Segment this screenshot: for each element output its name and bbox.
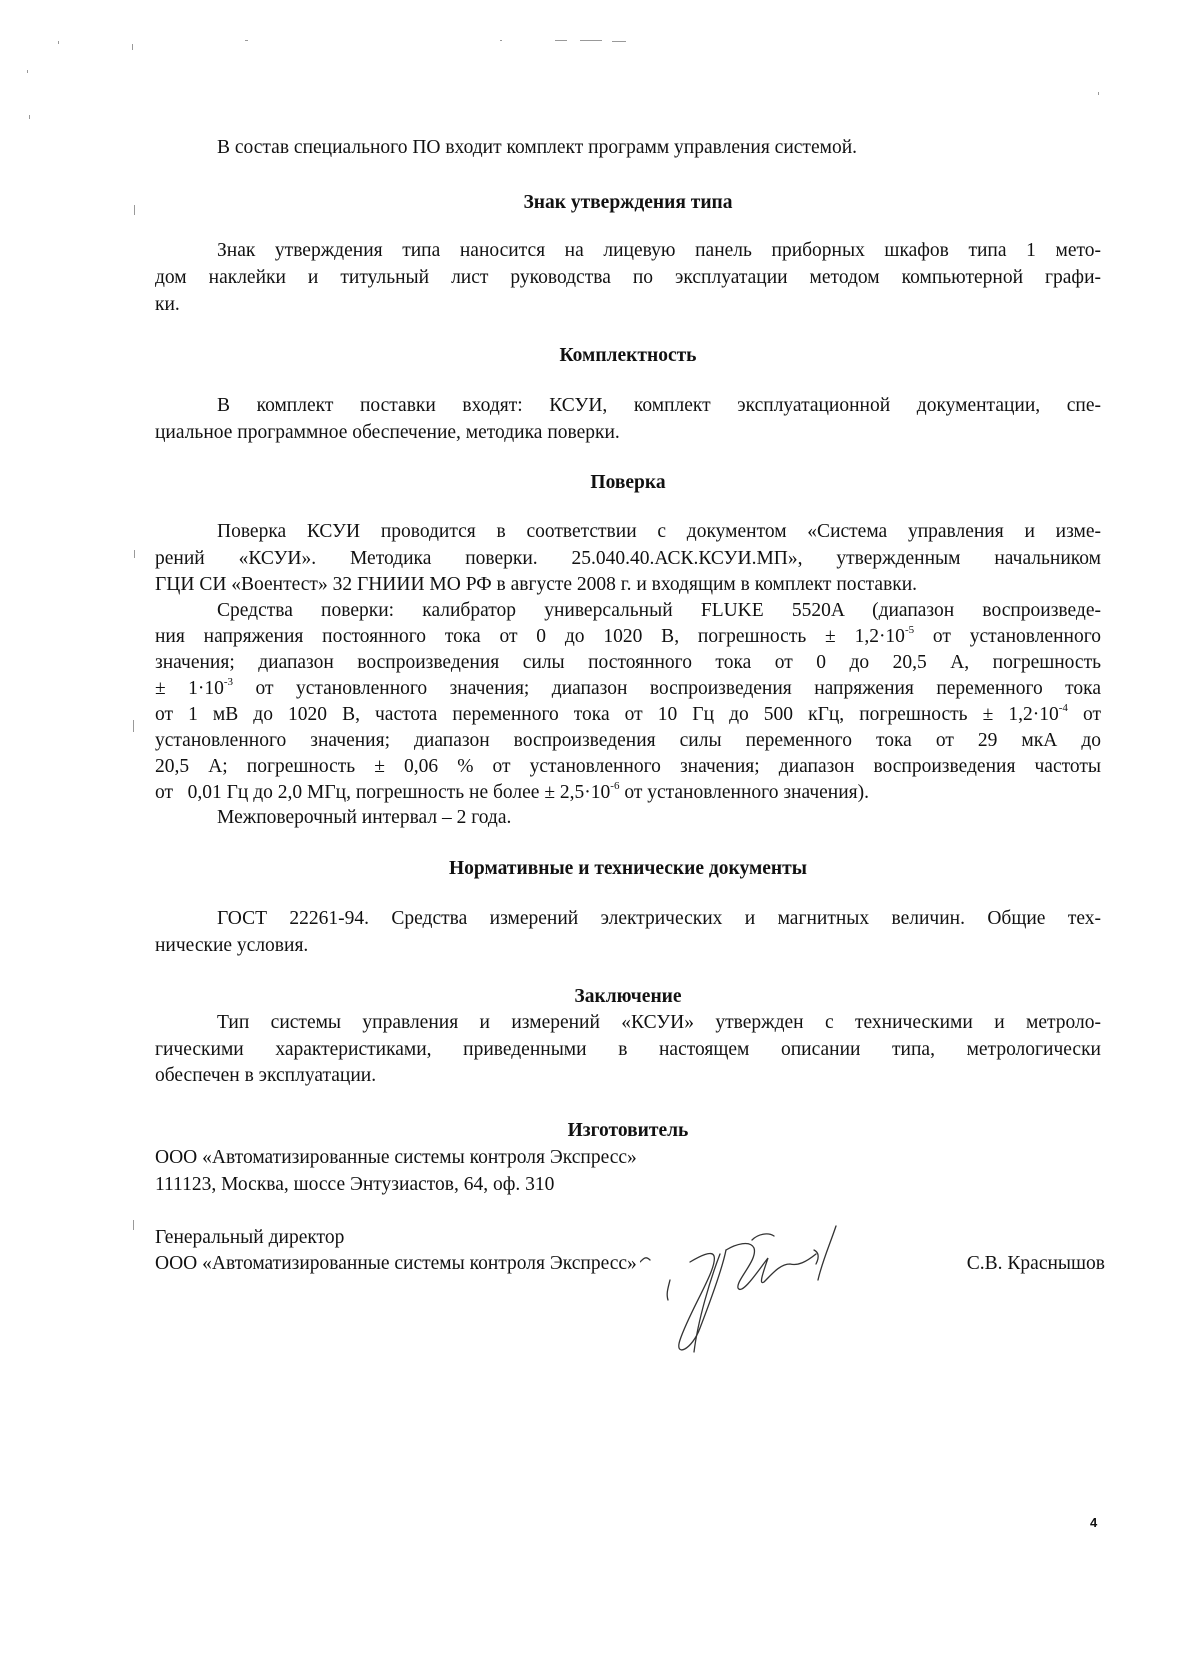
exponent: -5	[904, 623, 915, 636]
paragraph-line: Средства поверки: калибратор универсальный FLUKE 5520A (диапазон воспроизведе-	[217, 600, 1101, 621]
intro-text: В состав специального ПО входит комплект программ управления системой.	[217, 137, 858, 158]
section-heading-approval-mark: Знак утверждения типа	[523, 192, 733, 213]
paragraph-line: Знак утверждения типа наносится на лицевую панель приборных шкафов типа 1 мето-	[217, 240, 1101, 261]
exponent: -3	[223, 675, 234, 688]
signatory-name: С.В. Краснышов	[966, 1253, 1105, 1274]
exponent: -6	[610, 779, 620, 792]
manufacturer-address: 111123, Москва, шоссе Энтузиастов, 64, оф. 310	[155, 1174, 555, 1195]
section-heading-manufacturer: Изготовитель	[567, 1120, 689, 1141]
signatory-company: ООО «Автоматизированные системы контроля Экспресс»	[155, 1253, 637, 1274]
text-run: от установленного значения).	[619, 782, 870, 803]
text-run: от установленного	[914, 626, 1101, 647]
paragraph-line: ки.	[155, 294, 180, 315]
text-run: ± 1·10	[155, 678, 224, 699]
section-heading-completeness: Комплектность	[559, 345, 697, 366]
paragraph-line	[155, 623, 1101, 650]
text-run: от	[1067, 704, 1102, 725]
paragraph-line: ГОСТ 22261-94. Средства измерений электрических и магнитных величин. Общие тех-	[217, 908, 1101, 929]
paragraph-line	[155, 701, 1101, 728]
signatory-title: Генеральный директор	[155, 1227, 345, 1248]
paragraph-line	[155, 779, 1101, 806]
manufacturer-company: ООО «Автоматизированные системы контроля Экспресс»	[155, 1147, 637, 1168]
text-run: от 1 мВ до 1020 В, частота переменного тока от 10 Гц до 500 кГц, погрешность ± 1,2·10	[155, 704, 1059, 725]
text-run: от 0,01 Гц до 2,0 МГц, погрешность не более ± 2,5·10	[155, 782, 611, 803]
paragraph-line: циальное программное обеспечение, методика поверки.	[155, 422, 620, 443]
paragraph-line: рений «КСУИ». Методика поверки. 25.040.40.АСК.КСУИ.МП», утвержденным начальником	[155, 548, 1101, 569]
handwritten-signature	[640, 1210, 900, 1360]
text-run: ния напряжения постоянного тока от 0 до 1020 В, погрешность ± 1,2·10	[155, 626, 905, 647]
paragraph-line: обеспечен в эксплуатации.	[155, 1065, 377, 1086]
section-heading-normative: Нормативные и технические документы	[449, 858, 807, 879]
exponent: -4	[1058, 701, 1068, 714]
paragraph-line: Тип системы управления и измерений «КСУИ» утвержден с техническими и метроло-	[217, 1012, 1101, 1033]
paragraph-line: нические условия.	[155, 935, 309, 956]
paragraph-line	[155, 675, 1101, 702]
text-run: от установленного значения; диапазон воспроизведения напряжения переменного тока	[233, 678, 1101, 699]
paragraph-line: дом наклейки и титульный лист руководства по эксплуатации методом компьютерной графи-	[155, 267, 1101, 288]
paragraph-line: Поверка КСУИ проводится в соответствии с документом «Система управления и изме-	[217, 521, 1101, 542]
page-number: 4	[1090, 1515, 1098, 1530]
paragraph-line: установленного значения; диапазон воспроизведения силы переменного тока от 29 мкА до	[155, 730, 1101, 751]
paragraph-line: В комплект поставки входят: КСУИ, комплект эксплуатационной документации, спе-	[217, 395, 1101, 416]
section-heading-conclusion: Заключение	[574, 986, 682, 1007]
paragraph-line: гическими характеристиками, приведенными в настоящем описании типа, метрологически	[155, 1039, 1101, 1060]
paragraph-line: 20,5 А; погрешность ± 0,06 % от установленного значения; диапазон воспроизведения частоты	[155, 756, 1101, 777]
verification-interval: Межповерочный интервал – 2 года.	[217, 807, 512, 828]
paragraph-line: значения; диапазон воспроизведения силы постоянного тока от 0 до 20,5 А, погрешность	[155, 652, 1101, 673]
paragraph-line: ГЦИ СИ «Воентест» 32 ГНИИИ МО РФ в августе 2008 г. и входящим в комплект поставки.	[155, 574, 918, 595]
section-heading-verification: Поверка	[590, 472, 666, 493]
